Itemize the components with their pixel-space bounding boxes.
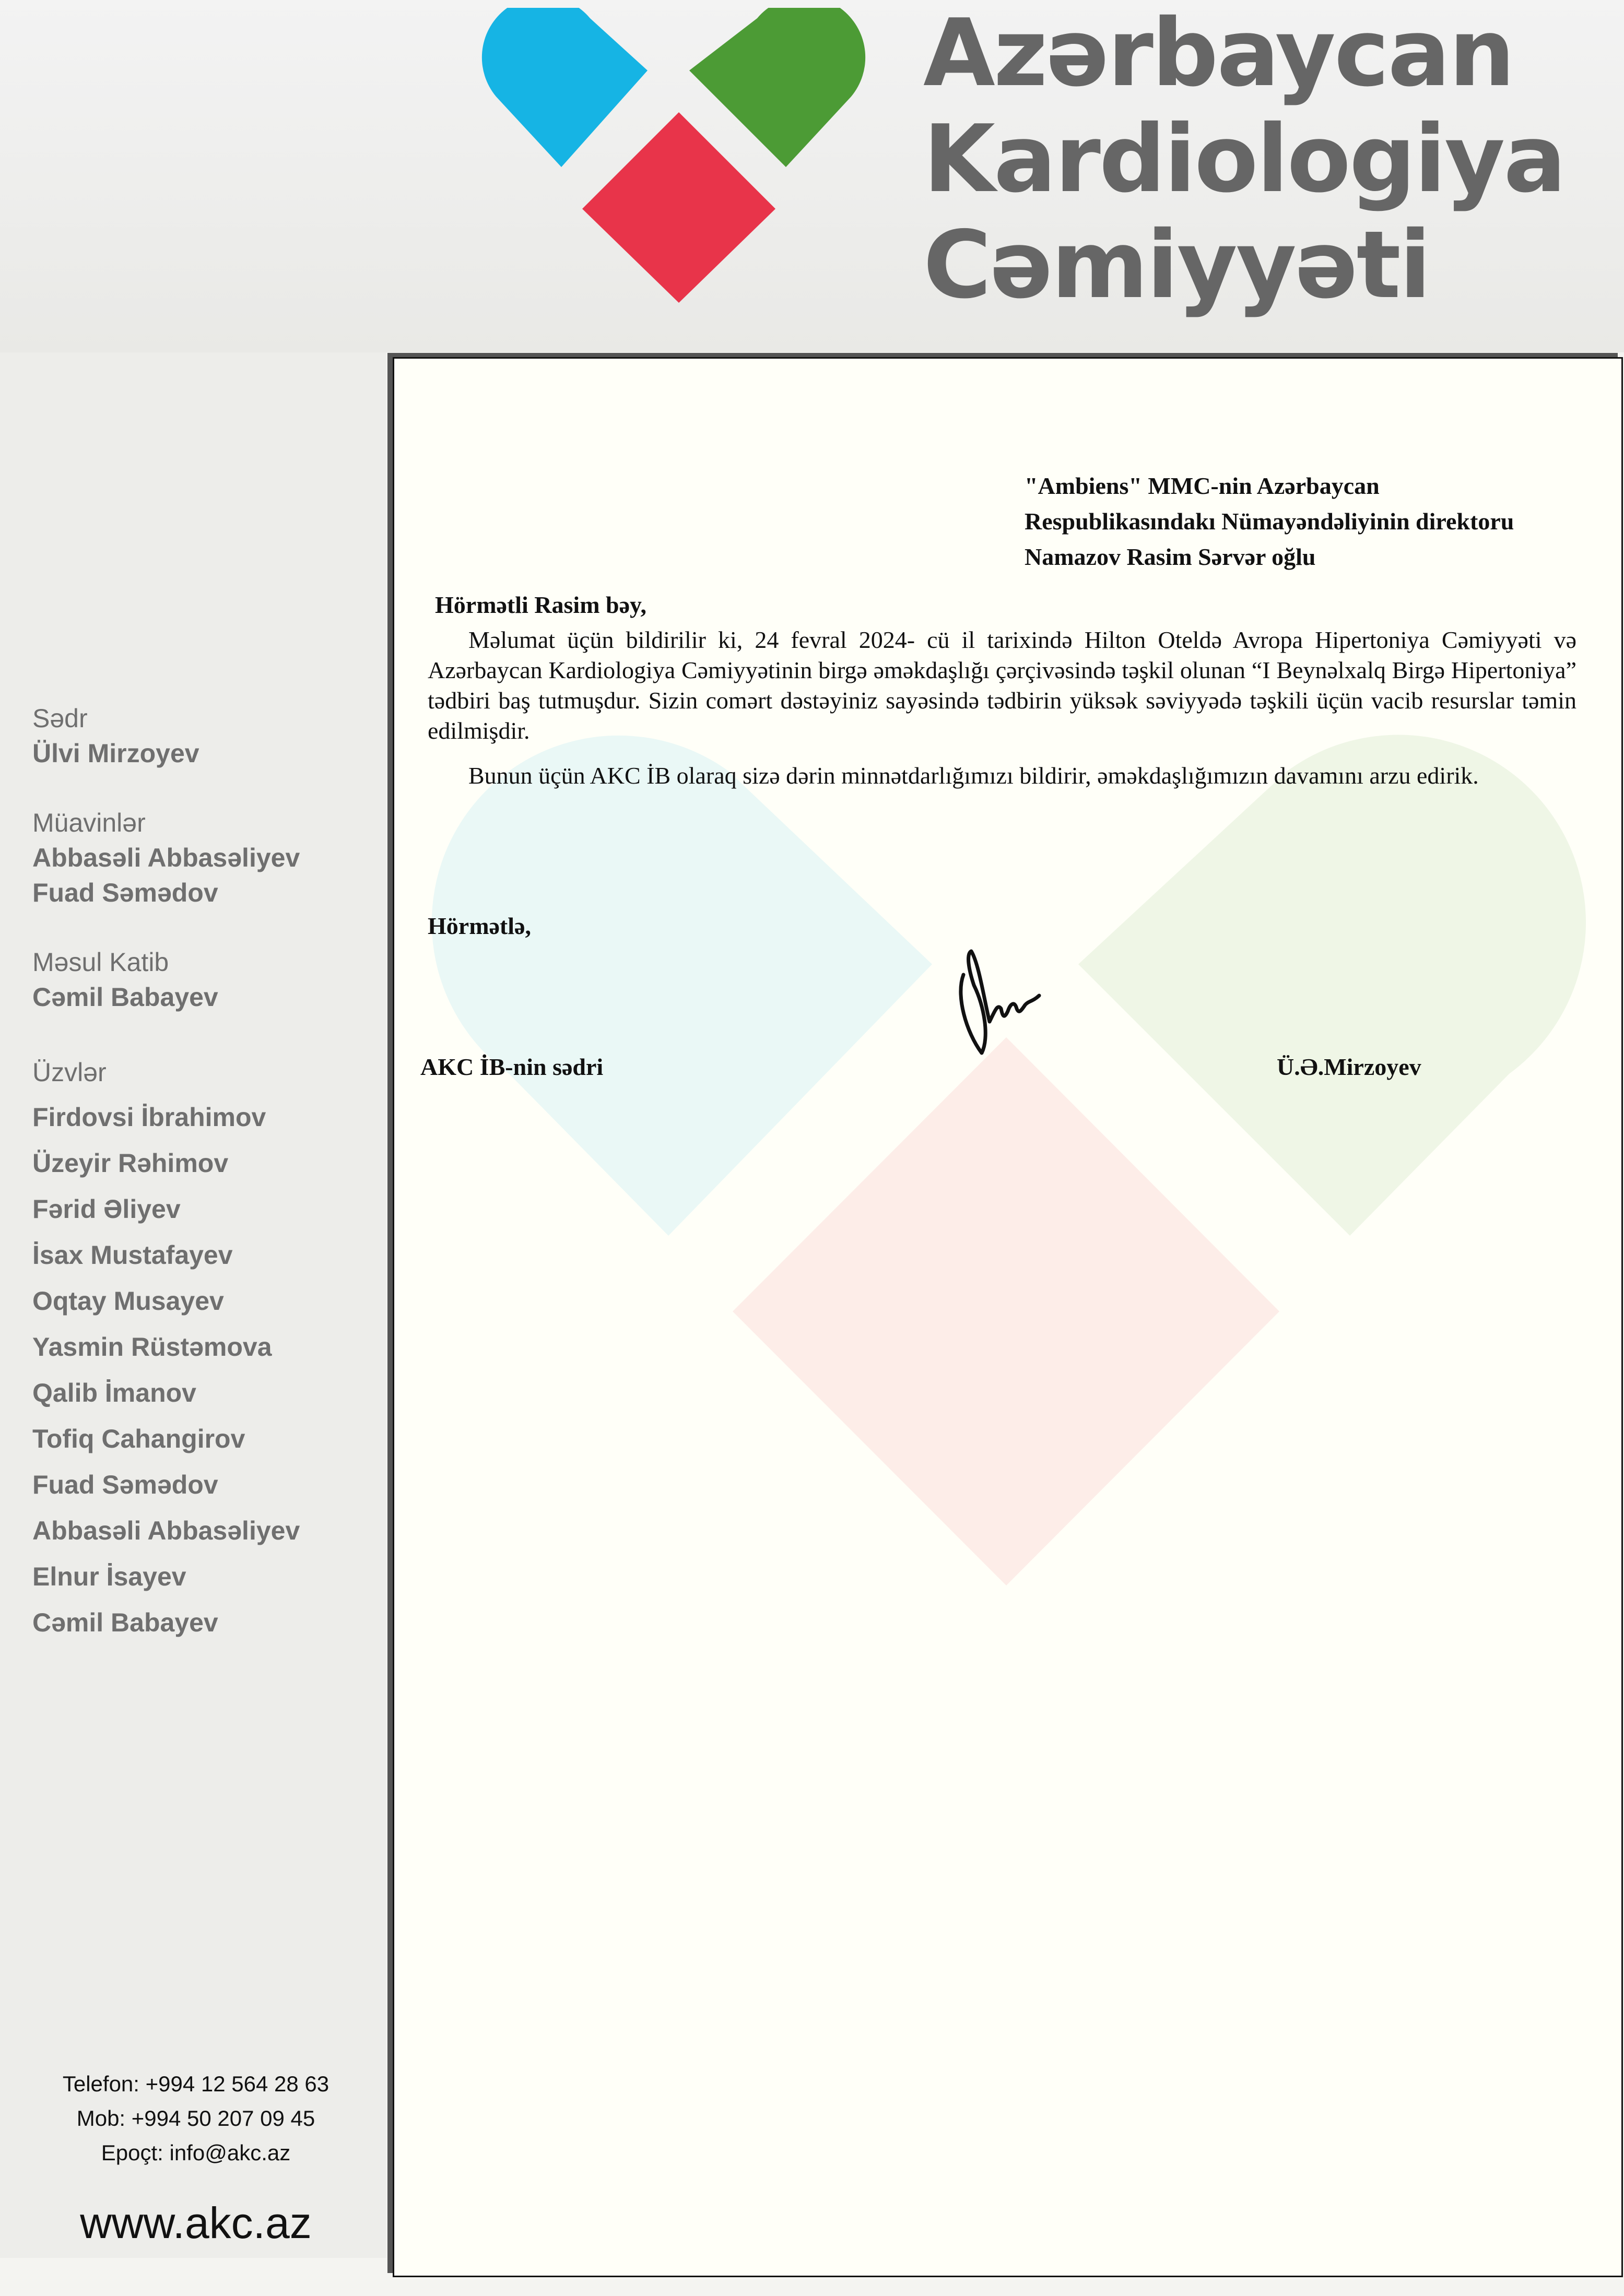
salutation: Hörmətli Rasim bəy, bbox=[435, 591, 646, 618]
member-name: Abbasəli Abbasəliyev bbox=[32, 1516, 300, 1545]
chair-name: Ülvi Mirzoyev bbox=[32, 739, 199, 768]
member-name: Qalib İmanov bbox=[32, 1378, 196, 1407]
member-name: Fərid Əliyev bbox=[32, 1194, 181, 1224]
deputy-name: Abbasəli Abbasəliyev bbox=[32, 843, 300, 872]
closing-phrase: Hörmətlə, bbox=[428, 913, 531, 939]
deputy-name: Fuad Səmədov bbox=[32, 878, 218, 907]
member-name: Firdovsi İbrahimov bbox=[32, 1103, 266, 1132]
recipient-block bbox=[1025, 468, 1514, 575]
body-paragraph: Bunun üçün AKC İB olaraq sizə dərin minnətdarlığımızı bildirir, əməkdaşlığımızın davamını arzu edirik. bbox=[468, 762, 1479, 789]
org-name-line: Cəmiyyəti bbox=[923, 211, 1430, 319]
letterhead-header bbox=[0, 0, 1624, 352]
secretary-label: Məsul Katib bbox=[32, 948, 169, 977]
recipient-line: "Ambiens" MMC-nin Azərbaycan bbox=[1025, 472, 1380, 499]
member-name: İsax Mustafayev bbox=[32, 1240, 233, 1270]
contact-email: Epoçt: info@akc.az bbox=[101, 2140, 291, 2165]
organization-name bbox=[923, 0, 1564, 318]
recipient-line: Respublikasındakı Nümayəndəliyinin direktoru bbox=[1025, 508, 1514, 535]
member-name: Fuad Səmədov bbox=[32, 1470, 218, 1499]
deputies-label: Müavinlər bbox=[32, 808, 146, 837]
signer-name: Ü.Ə.Mirzoyev bbox=[1277, 1054, 1421, 1080]
recipient-line: Namazov Rasim Sərvər oğlu bbox=[1025, 543, 1316, 570]
letter-page bbox=[393, 357, 1623, 2277]
org-name-line: Azərbaycan bbox=[923, 0, 1514, 107]
member-name: Tofiq Cahangirov bbox=[32, 1424, 245, 1453]
org-name-line: Kardiologiya bbox=[923, 105, 1565, 213]
secretary-name: Cəmil Babayev bbox=[32, 983, 218, 1012]
logo-blue-shape bbox=[482, 8, 648, 167]
member-name: Yasmin Rüstəmova bbox=[32, 1332, 272, 1362]
website-link[interactable]: www.akc.az bbox=[80, 2198, 312, 2247]
member-name: Oqtay Musayev bbox=[32, 1286, 224, 1316]
contact-phone: Telefon: +994 12 564 28 63 bbox=[62, 2072, 329, 2096]
logo-green-shape bbox=[689, 8, 865, 167]
member-name: Elnur İsayev bbox=[32, 1562, 186, 1591]
heart-logo-icon bbox=[470, 8, 877, 311]
chair-label: Sədr bbox=[32, 704, 88, 733]
contact-mobile: Mob: +994 50 207 09 45 bbox=[76, 2106, 315, 2131]
members-label: Üzvlər bbox=[32, 1058, 107, 1087]
member-name: Cəmil Babayev bbox=[32, 1608, 218, 1637]
member-name: Üzeyir Rəhimov bbox=[32, 1149, 229, 1178]
logo-red-shape bbox=[582, 112, 775, 303]
handwritten-signature bbox=[953, 943, 1047, 1063]
body-paragraph: Məlumat üçün bildirilir ki, 24 fevral 2024- cü il tarixində Hilton Oteldə Avropa Hipertoniya Cəmiyyəti və Azərbaycan Kardiologiya Cəmiyyətinin birgə əməkdaşlığı çərçivəsində təşkil olunan “I Beynəlxalq Birgə Hipertoniya” tədbiri baş tutmuşdur. Sizin comərt dəstəyiniz sayəsində tədbirin yüksək səviyyədə təşkili üçün vacib resurslar təmin edilmişdir. bbox=[428, 626, 1576, 744]
signer-title: AKC İB-nin sədri bbox=[420, 1054, 604, 1080]
